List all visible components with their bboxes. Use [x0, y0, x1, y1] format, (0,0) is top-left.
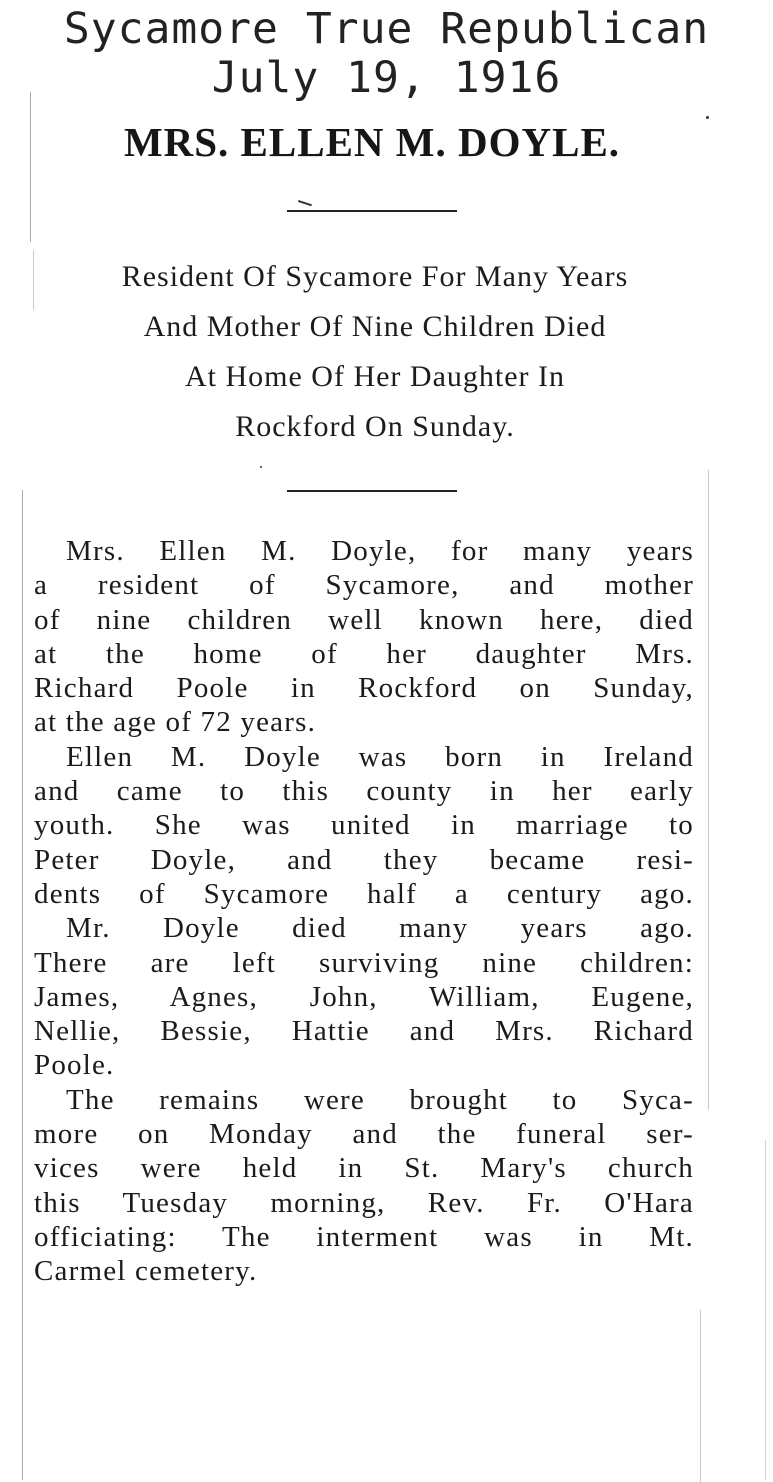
text-line: at the home of her daughter Mrs. — [34, 637, 694, 670]
text-line: James, Agnes, John, William, Eugene, — [34, 980, 694, 1013]
article-paragraph — [34, 740, 694, 911]
publication-label: Sycamore True Republican — [63, 4, 710, 54]
column-edge-line — [765, 1140, 766, 1480]
text-line: Carmel cemetery. — [34, 1255, 258, 1288]
text-line: vices were held in St. Mary's church — [34, 1152, 694, 1185]
text-line: The remains were brought to Syca- — [66, 1083, 694, 1116]
column-edge-line — [708, 470, 709, 1110]
text-line: officiating: The interment was in Mt. — [34, 1220, 694, 1253]
text-line: Mr. Doyle died many years ago. — [66, 912, 694, 945]
deck-line: Rockford On Sunday. — [235, 410, 515, 443]
print-speck — [260, 466, 262, 468]
article-paragraph — [34, 1083, 694, 1289]
column-edge-line — [30, 92, 31, 242]
deck-line: At Home Of Her Daughter In — [184, 360, 566, 393]
article-deck — [30, 252, 720, 452]
article-paragraph — [34, 911, 694, 1082]
text-line: of nine children well known here, died — [34, 603, 694, 636]
headline-rule — [287, 210, 457, 212]
column-edge-line — [22, 490, 23, 1480]
text-line: a resident of Sycamore, and mother — [34, 569, 694, 602]
text-line: Poole. — [34, 1049, 115, 1082]
text-line: There are left surviving nine children: — [34, 946, 694, 979]
column-edge-line — [700, 1310, 701, 1482]
text-line: this Tuesday morning, Rev. Fr. O'Hara — [34, 1186, 694, 1219]
text-line: at the age of 72 years. — [34, 706, 317, 739]
publication-date: July 19, 1916 — [211, 53, 562, 103]
text-line: and came to this county in her early — [34, 775, 694, 808]
text-line: Richard Poole in Rockford on Sunday, — [34, 672, 694, 705]
deck-line: And Mother Of Nine Children Died — [143, 310, 607, 343]
text-line: Peter Doyle, and they became resi- — [34, 843, 694, 876]
article-body — [34, 534, 694, 1289]
text-line: more on Monday and the funeral ser- — [34, 1118, 694, 1151]
deck-line: Resident Of Sycamore For Many Years — [121, 260, 629, 293]
article-headline: MRS. ELLEN M. DOYLE. — [123, 119, 621, 165]
text-line: dents of Sycamore half a century ago. — [34, 877, 694, 910]
text-line: Nellie, Bessie, Hattie and Mrs. Richard — [34, 1015, 694, 1048]
text-line: Ellen M. Doyle was born in Ireland — [66, 740, 694, 773]
section-rule — [287, 490, 457, 492]
text-line: youth. She was united in marriage to — [34, 809, 694, 842]
article-paragraph — [34, 534, 694, 740]
text-line: Mrs. Ellen M. Doyle, for many years — [66, 535, 694, 567]
